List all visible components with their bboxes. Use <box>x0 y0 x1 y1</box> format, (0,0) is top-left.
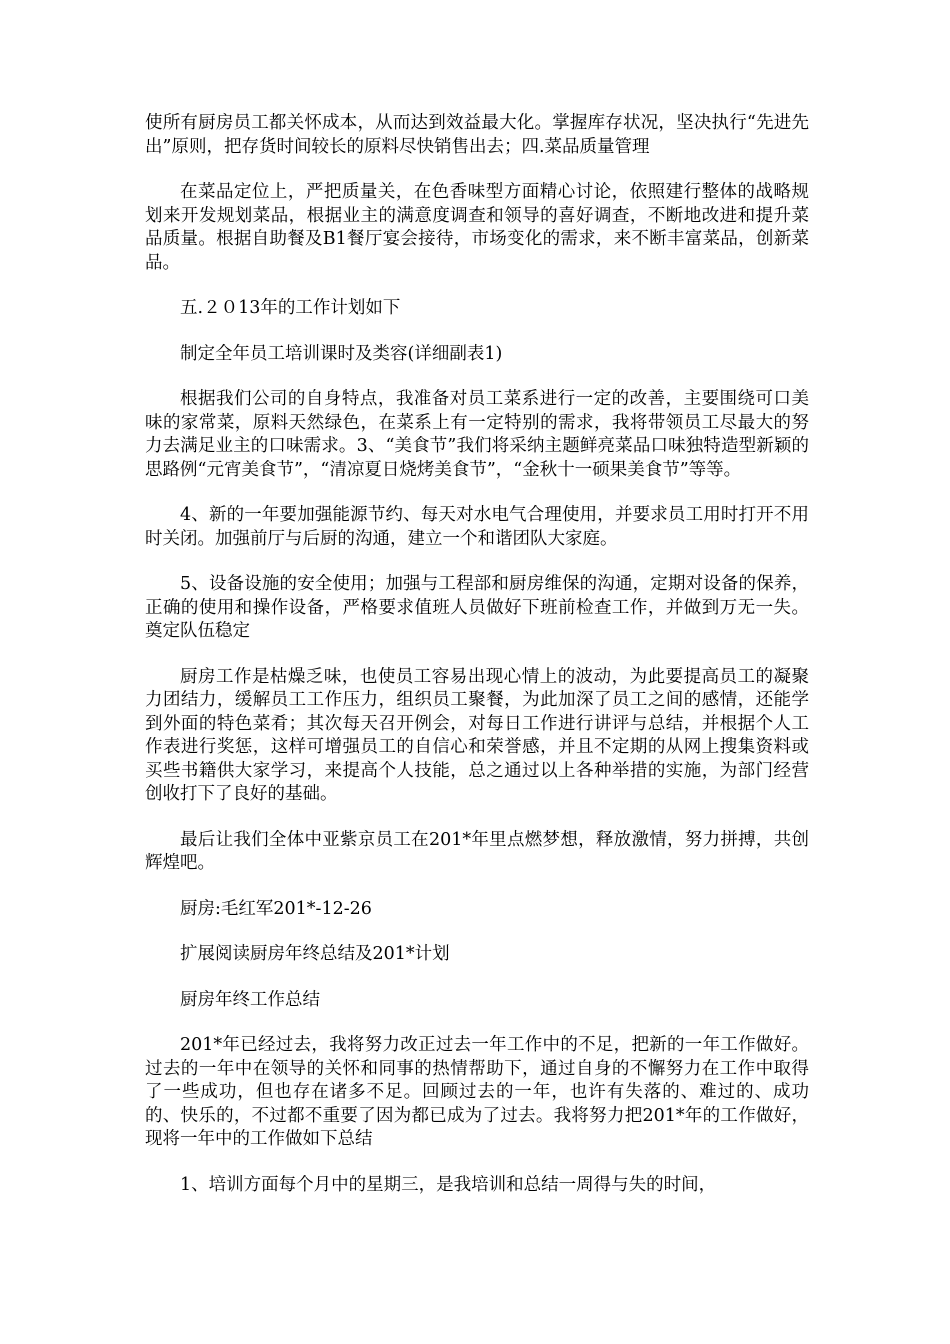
paragraph-cost-control: 使所有厨房员工都关怀成本，从而达到效益最大化。掌握库存状况，坚决执行“先进先出”原则，把存货时间较长的原料尽快销售出去；四.菜品质量管理 <box>145 113 809 157</box>
signature-line: 厨房:毛红军201*-12-26 <box>180 898 372 919</box>
paragraph-menu-improvement: 根据我们公司的自身特点，我准备对员工菜系进行一定的改善，主要围绕可口美味的家常菜，原料天然绿色，在菜系上有一定特别的需求，我将带领员工尽最大的努力去满足业主的口味需求。3、“美食节”我们将采纳主题鲜亮菜品口味独特造型新颖的思路例“元宵美食节”，“清凉夏日烧烤美食节”，“金秋十一硕果美食节”等等。 <box>145 389 809 480</box>
document-body <box>145 112 809 1219</box>
summary-title: 厨房年终工作总结 <box>180 989 320 1010</box>
paragraph-energy-saving: 4、新的一年要加强能源节约、每天对水电气合理使用，并要求员工用时打开不用时关闭。加强前厅与后厨的沟通，建立一个和谐团队大家庭。 <box>145 505 809 549</box>
paragraph-year-review: 201*年已经过去，我将努力改正过去一年工作中的不足，把新的一年工作做好。过去的一年中在领导的关怀和同事的热情帮助下，通过自身的不懈努力在工作中取得了一些成功，但也存在诸多不足。回顾过去的一年，也许有失落的、难过的、成功的、快乐的，不过都不重要了因为都已成为了过去。我将努力把201*年的工作做好，现将一年中的工作做如下总结 <box>145 1035 809 1149</box>
paragraph-dish-quality: 在菜品定位上，严把质量关，在色香味型方面精心讨论，依照建行整体的战略规划来开发规划菜品，根据业主的满意度调查和领导的喜好调查，不断地改进和提升菜品质量。根据自助餐及B1餐厅宴会接待，市场变化的需求，来不断丰富菜品，创新菜品。 <box>145 182 809 273</box>
paragraph-closing: 最后让我们全体中亚紫京员工在201*年里点燃梦想，释放激情，努力拼搏，共创辉煌吧。 <box>145 829 809 873</box>
section-heading-2013-plan: 五.２０13年的工作计划如下 <box>180 298 401 318</box>
extended-reading-title: 扩展阅读厨房年终总结及201*计划 <box>180 944 450 964</box>
paragraph-team-building: 厨房工作是枯燥乏味，也使员工容易出现心情上的波动，为此要提高员工的凝聚力团结力，缓解员工工作压力，组织员工聚餐，为此加深了员工之间的感情，还能学到外面的特色菜肴；其次每天召开例会，对每日工作进行讲评与总结，并根据个人工作表进行奖惩，这样可增强员工的自信心和荣誉感，并且不定期的从网上搜集资料或买些书籍供大家学习，来提高个人技能，总之通过以上各种举措的实施，为部门经营创收打下了良好的基础。 <box>145 666 809 804</box>
paragraph-equipment-safety: 5、设备设施的安全使用；加强与工程部和厨房维保的沟通，定期对设备的保养，正确的使用和操作设备，严格要求值班人员做好下班前检查工作，并做到万无一失。奠定队伍稳定 <box>145 574 809 641</box>
paragraph-training-review: 1、培训方面每个月中的星期三，是我培训和总结一周得与失的时间， <box>180 1174 717 1195</box>
paragraph-training-plan: 制定全年员工培训课时及类容(详细副表1) <box>180 343 503 364</box>
